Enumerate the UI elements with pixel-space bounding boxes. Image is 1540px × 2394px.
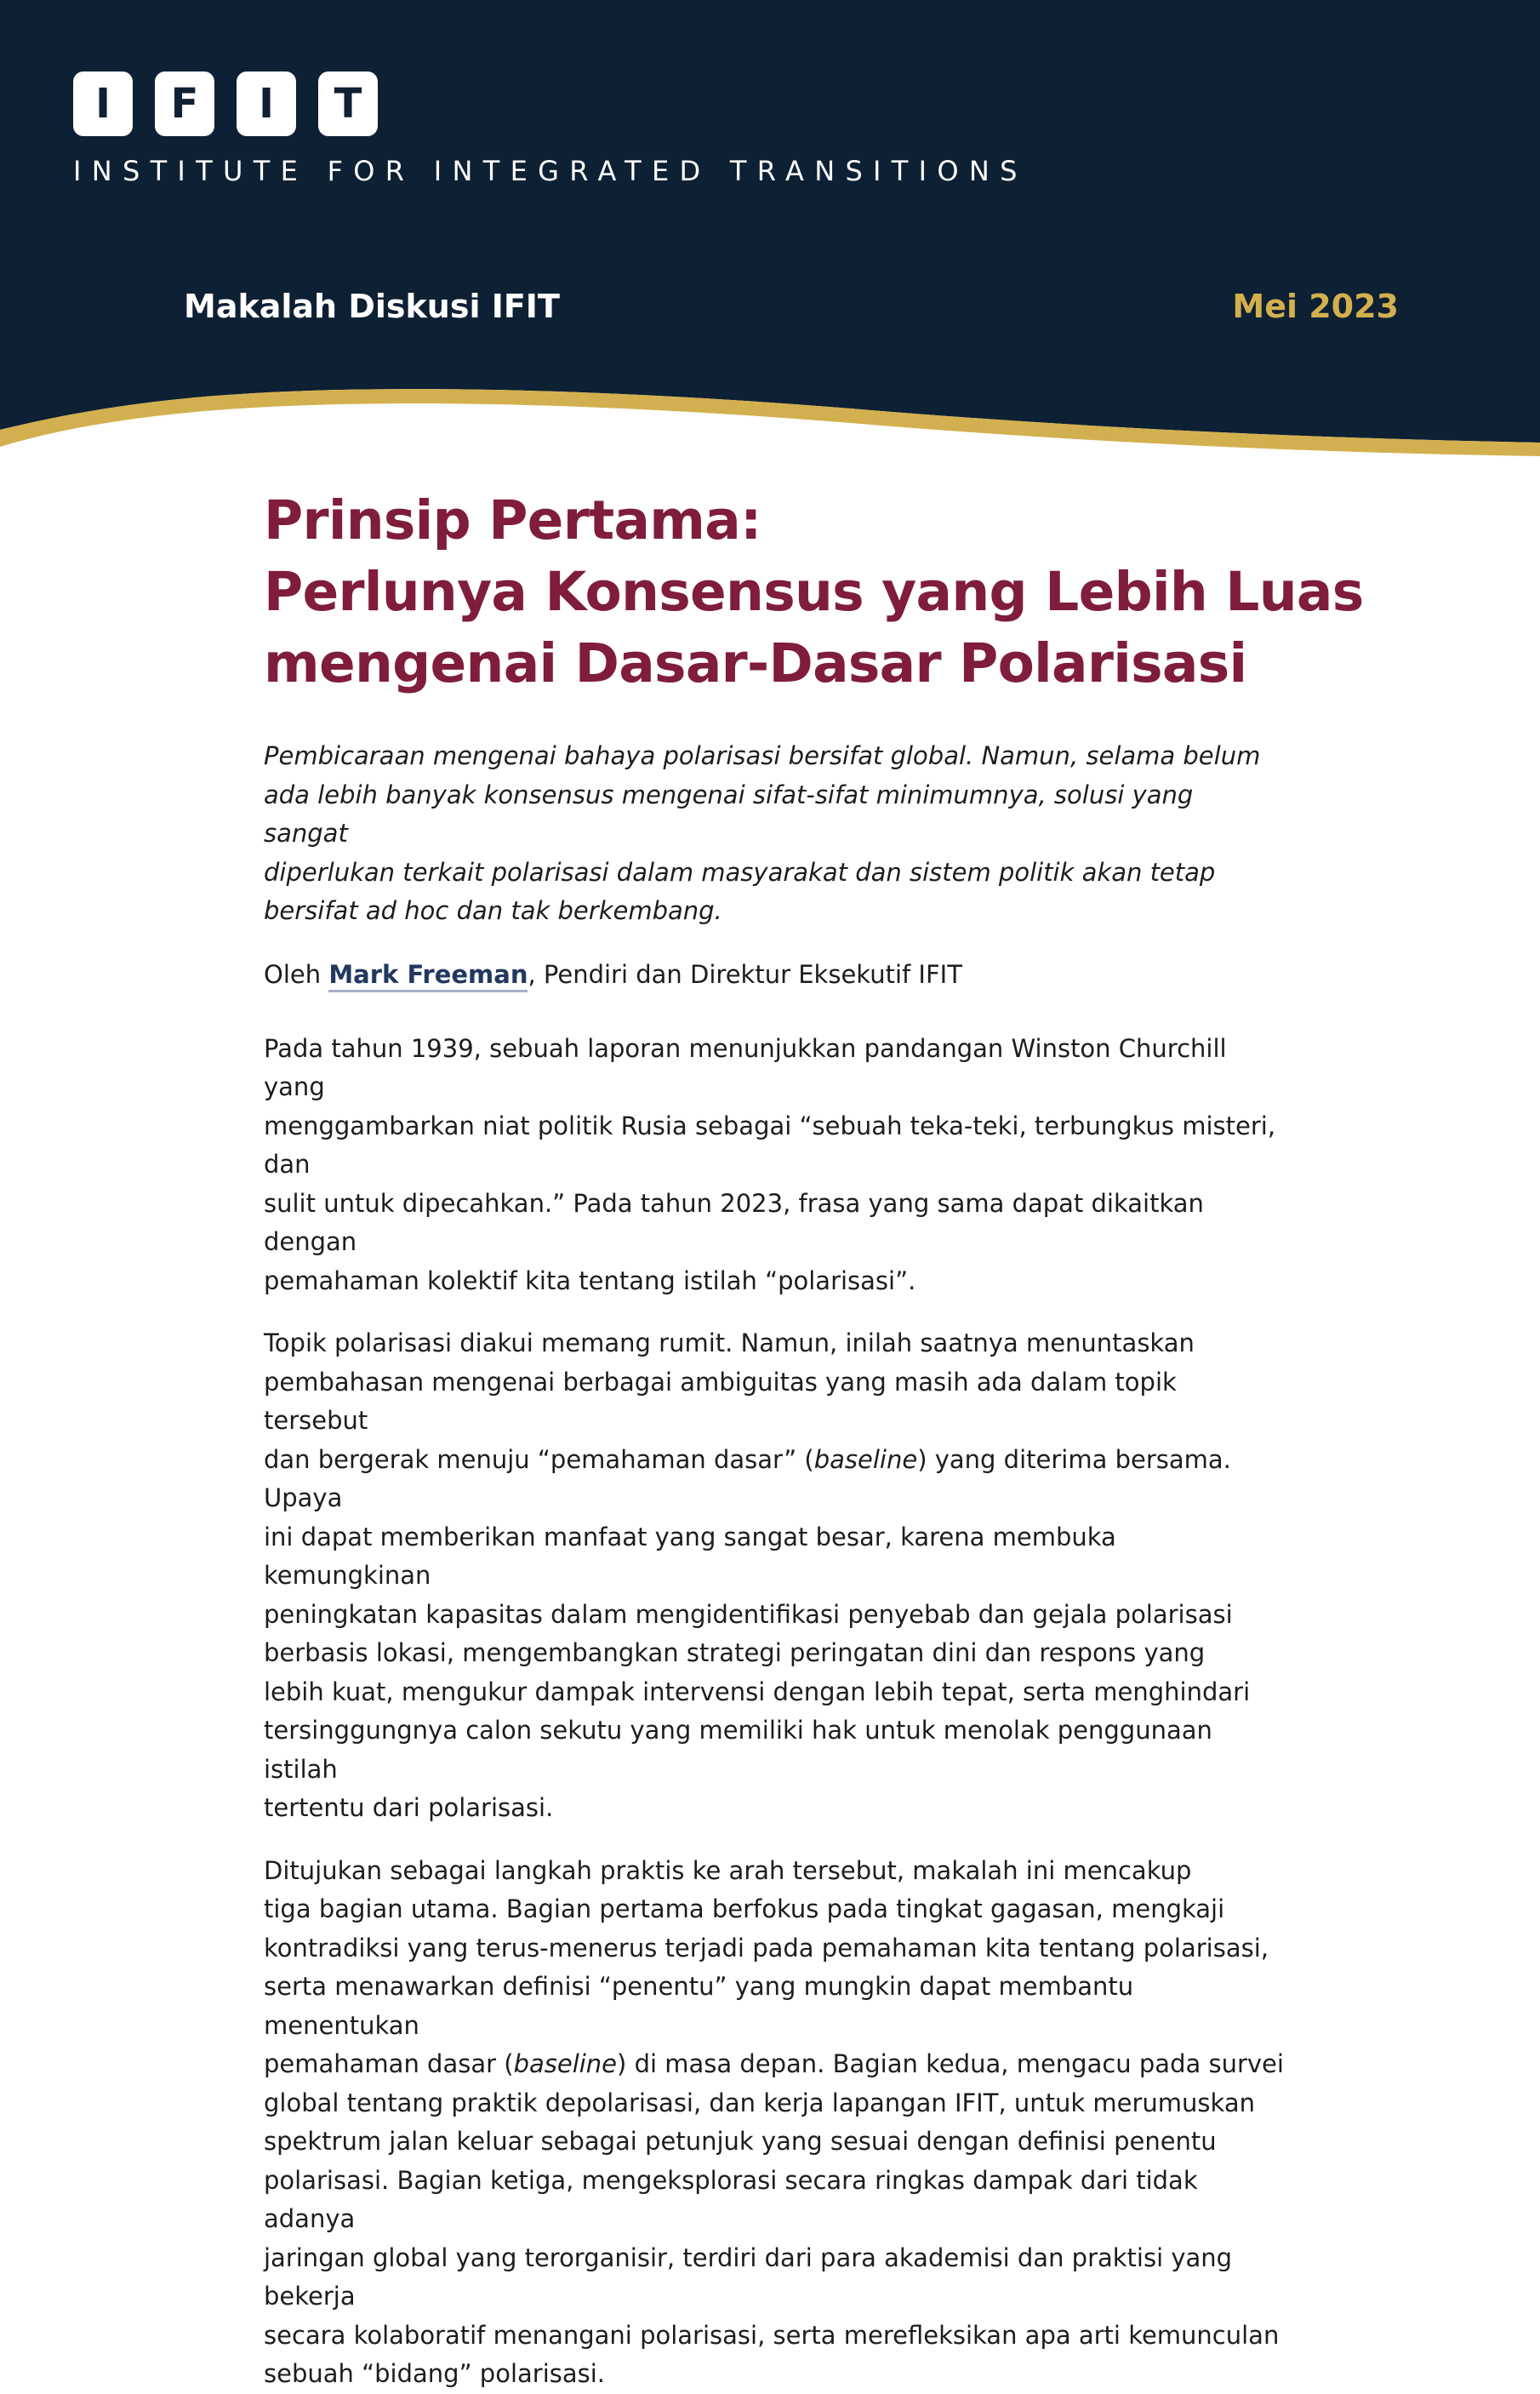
body-line: global tentang praktik depolarisasi, dan kerja lapangan IFIT, untuk merumuskan xyxy=(264,2088,1255,2117)
main-content xyxy=(264,485,1364,2394)
body-line: kontradiksi yang terus-menerus terjadi pada pemahaman kita tentang polarisasi, xyxy=(264,1933,1269,1963)
body-line: lebih kuat, mengukur dampak intervensi dengan lebih tepat, serta menghindari xyxy=(264,1677,1251,1706)
body-line: secara kolaboratif menangani polarisasi, serta merefleksikan apa arti kemunculan xyxy=(264,2320,1280,2350)
body-line: serta menawarkan definisi “penentu” yang mungkin dapat membantu menentukan xyxy=(264,1972,1134,2040)
body-line: pembahasan mengenai berbagai ambiguitas yang masih ada dalam topik tersebut xyxy=(264,1367,1177,1435)
body-line: pemahaman dasar ( xyxy=(264,2049,514,2078)
emphasis-baseline: baseline xyxy=(813,1444,918,1474)
body-line: menggambarkan niat politik Rusia sebagai “sebuah teka-teki, terbungkus misteri, dan xyxy=(264,1111,1276,1179)
body-line: pemahaman kolektif kita tentang istilah “polarisasi”. xyxy=(264,1266,916,1295)
body-line: tiga bagian utama. Bagian pertama berfokus pada tingkat gagasan, mengkaji xyxy=(264,1894,1225,1923)
abstract-line: bersifat ad hoc dan tak berkembang. xyxy=(264,896,722,925)
series-label: Makalah Diskusi IFIT xyxy=(184,288,560,325)
logo-tile: I xyxy=(237,71,296,136)
body-line: jaringan global yang terorganisir, terdiri dari para akademisi dan praktisi yang bekerja xyxy=(264,2243,1233,2311)
logo-tile: F xyxy=(155,71,214,136)
abstract-line: Pembicaraan mengenai bahaya polarisasi bersifat global. Namun, selama belum xyxy=(264,741,1261,770)
body-line: dan bergerak menuju “pemahaman dasar” ( xyxy=(264,1444,814,1474)
title-line: Prinsip Pertama: xyxy=(264,489,761,551)
body-line: ini dapat memberikan manfaat yang sangat besar, karena membuka kemungkinan xyxy=(264,1522,1116,1590)
abstract xyxy=(264,737,1285,931)
byline-prefix: Oleh xyxy=(264,959,329,989)
body-paragraph-3 xyxy=(264,1852,1285,2394)
body-line: Ditujukan sebagai langkah praktis ke arah tersebut, makalah ini mencakup xyxy=(264,1855,1192,1885)
body-line: sulit untuk dipecahkan.” Pada tahun 2023, frasa yang sama dapat dikaitkan dengan xyxy=(264,1188,1204,1256)
header-navy-shape xyxy=(0,0,1540,443)
author-link[interactable]: Mark Freeman xyxy=(328,960,528,992)
body-line: sebuah “bidang” polarisasi. xyxy=(264,2359,606,2388)
body-text xyxy=(264,1030,1285,2394)
logo-tile: I xyxy=(73,71,133,136)
byline-role: , Pendiri dan Direktur Eksekutif IFIT xyxy=(528,959,962,989)
page-title xyxy=(264,485,1364,700)
ifit-logo xyxy=(73,71,378,136)
body-line: Pada tahun 1939, sebuah laporan menunjukkan pandangan Winston Churchill yang xyxy=(264,1033,1227,1101)
body-paragraph-2 xyxy=(264,1324,1285,1828)
body-line: spektrum jalan keluar sebagai petunjuk yang sesuai dengan definisi penentu xyxy=(264,2127,1217,2156)
body-paragraph-1 xyxy=(264,1030,1285,1301)
body-line: berbasis lokasi, mengembangkan strategi peringatan dini dan respons yang xyxy=(264,1638,1206,1667)
publication-date: Mei 2023 xyxy=(1232,288,1399,325)
abstract-line: ada lebih banyak konsensus mengenai sifat-sifat minimumnya, solusi yang sangat xyxy=(264,780,1194,848)
body-line: ) di masa depan. Bagian kedua, mengacu pada survei xyxy=(617,2049,1284,2078)
title-line: Perlunya Konsensus yang Lebih Luas xyxy=(264,561,1364,623)
body-line: tertentu dari polarisasi. xyxy=(264,1793,554,1822)
organization-name: INSTITUTE FOR INTEGRATED TRANSITIONS xyxy=(73,155,1028,187)
body-line: Topik polarisasi diakui memang rumit. Namun, inilah saatnya menuntaskan xyxy=(264,1328,1195,1357)
logo-tile: T xyxy=(318,71,378,136)
title-line: mengenai Dasar-Dasar Polarisasi xyxy=(264,632,1247,694)
body-line: tersinggungnya calon sekutu yang memiliki hak untuk menolak penggunaan istilah xyxy=(264,1716,1212,1784)
abstract-line: diperlukan terkait polarisasi dalam masyarakat dan sistem politik akan tetap xyxy=(264,857,1216,887)
header-banner xyxy=(0,0,1540,460)
emphasis-baseline: baseline xyxy=(513,2049,618,2078)
body-line: peningkatan kapasitas dalam mengidentifikasi penyebab dan gejala polarisasi xyxy=(264,1599,1233,1629)
body-line: polarisasi. Bagian ketiga, mengeksplorasi secara ringkas dampak dari tidak adanya xyxy=(264,2165,1198,2233)
byline xyxy=(264,955,1285,994)
header-wave-background xyxy=(0,0,1540,460)
body-line: ) yang diterima bersama. Upaya xyxy=(264,1444,1231,1512)
